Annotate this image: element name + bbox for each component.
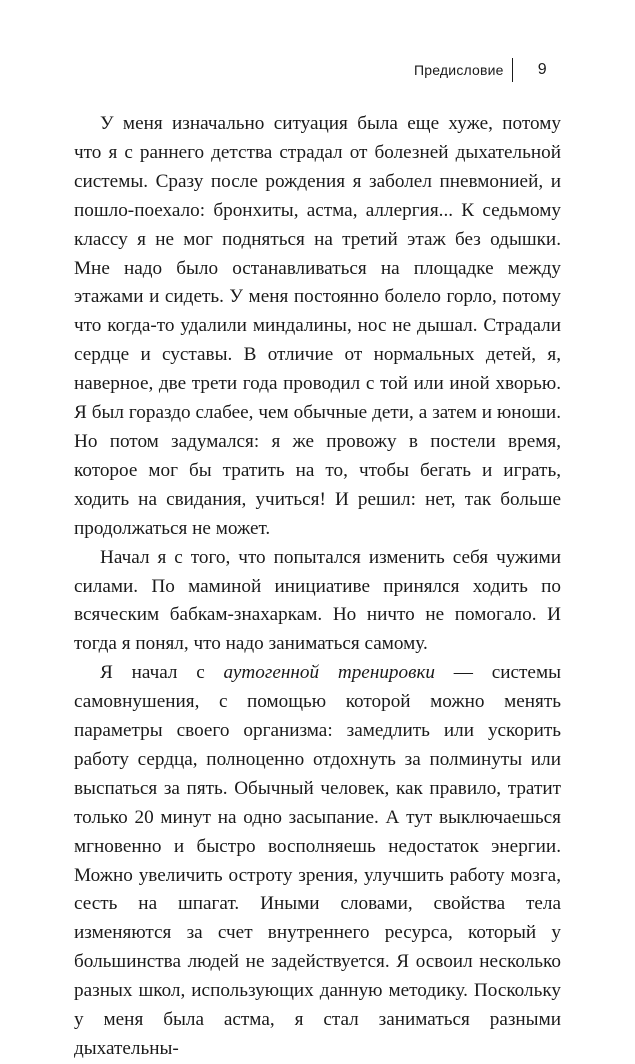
- header-divider: [512, 58, 513, 82]
- body-text: [74, 110, 561, 1064]
- paragraph-1: У меня изначально ситуация была еще хуже, потому что я с раннего детства страдал от болезней дыхательной системы. Сразу после рождения я заболел пневмонией, и пошло-поехало: бронхиты, астма, аллергия... К седьмому классу я не мог подняться на третий этаж без одышки. Мне надо было останавливаться на площадке между этажами и сидеть. У меня постоянно болело горло, потому что когда-то удалили миндалины, нос не дышал. Страдали сердце и суставы. В отличие от нормальных детей, я, наверное, две трети года проводил с той или иной хворью. Я был гораздо слабее, чем обычные дети, а затем и юноши. Но потом задумался: я же провожу в постели время, которое мог бы тратить на то, чтобы бегать и играть, ходить на свидания, учиться! И решил: нет, так больше продолжаться не может.: [74, 113, 561, 539]
- italic-term: аутогенной тренировки: [223, 662, 436, 684]
- paragraph-3: [74, 659, 561, 1064]
- paragraph-3-lead: Я начал с: [100, 662, 224, 684]
- page-number: 9: [537, 61, 547, 78]
- running-header: [414, 57, 547, 83]
- paragraph-2: Начал я с того, что попытался изменить себя чужими силами. По маминой инициативе принялся ходить по всяческим бабкам-знахаркам. Но ничто не помогало. И тогда я понял, что надо заниматься самому.: [74, 546, 561, 655]
- section-title: Предисловие: [414, 62, 504, 78]
- paragraph-3-rest: — системы самовнушения, с помощью которой можно менять параметры своего организма: замедлить или ускорить работу сердца, полноценно отдохнуть за полминуты или выспаться за пять. Обычный человек, как правило, тратит только 20 минут на одно засыпание. А тут выключаешься мгновенно и быстро восполняешь недостаток энергии. Можно увеличить остроту зрения, улучшить работу мозга, сесть на шпагат. Иными словами, свойства тела изменяются за счет внутреннего ресурса, который у большинства людей не задействуется. Я освоил несколько разных школ, использующих данную методику. Поскольку у меня была астма, я стал заниматься разными дыхательны-: [74, 662, 561, 1059]
